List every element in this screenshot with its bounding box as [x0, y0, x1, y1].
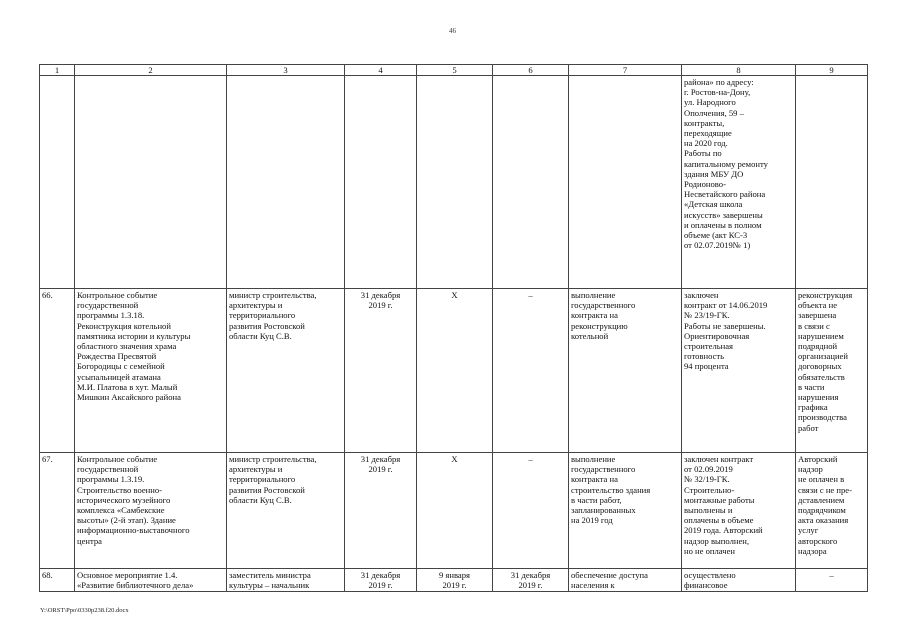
event-name-cell	[75, 76, 227, 289]
table-row	[40, 453, 868, 569]
table-header-cell: 7	[569, 65, 682, 76]
row-number-cell: 66.	[40, 289, 75, 453]
report-table	[39, 64, 868, 592]
reason-cell: Авторский надзор не оплачен в связи с не пре- дставлением подрядчиком акта оказания услуг авторского надзора	[796, 453, 868, 569]
table-header-cell: 9	[796, 65, 868, 76]
responsible-cell: министр строительства, архитектуры и территориального развития Ростовской области Куц С.В.	[227, 453, 345, 569]
actual-start-cell: Х	[417, 453, 493, 569]
responsible-cell: министр строительства, архитектуры и территориального развития Ростовской области Куц С.В.	[227, 289, 345, 453]
reason-cell: реконструкция объекта не завершена в связи с нарушением подрядной организацией договорных обязательств в части нарушения графика производства работ	[796, 289, 868, 453]
page-number: 46	[449, 27, 456, 35]
table-header-cell: 5	[417, 65, 493, 76]
reason-cell	[796, 76, 868, 289]
planned-date-cell: 31 декабря 2019 г.	[345, 453, 417, 569]
event-name-cell: Контрольное событие государственной программы 1.3.18. Реконструкция котельной памятника истории и культуры областного значения храма Рождества Пресвятой Богородицы с семейной усыпальницей атамана М.И. Платова в хут. Малый Мишкин Аксайского района	[75, 289, 227, 453]
planned-result-cell: обеспечение доступа населения к	[569, 569, 682, 592]
table-row	[40, 76, 868, 289]
planned-date-cell: 31 декабря 2019 г.	[345, 569, 417, 592]
table-header-cell: 6	[493, 65, 569, 76]
planned-result-cell: выполнение государственного контракта на реконструкцию котельной	[569, 289, 682, 453]
table-header-cell: 3	[227, 65, 345, 76]
actual-end-cell: –	[493, 453, 569, 569]
event-name-cell: Основное мероприятие 1.4. «Развитие библиотечного дела»	[75, 569, 227, 592]
table-header-row	[40, 65, 868, 76]
actual-result-cell: района» по адресу: г. Ростов-на-Дону, ул. Народного Ополчения, 59 – контракты, переходящие на 2020 год. Работы по капитальному ремонту здания МБУ ДО Родионово- Несветайского района «Детская школа искусств» завершены и оплачены в полном объеме (акт КС-3 от 02.07.2019№ 1)	[682, 76, 796, 289]
table-header-cell: 1	[40, 65, 75, 76]
row-number-cell: 67.	[40, 453, 75, 569]
table-row	[40, 289, 868, 453]
actual-result-cell: осуществлено финансовое	[682, 569, 796, 592]
row-number-cell: 68.	[40, 569, 75, 592]
row-number-cell	[40, 76, 75, 289]
event-name-cell: Контрольное событие государственной программы 1.3.19. Строительство военно- исторического музейного комплекса «Самбекские высоты» (2-й этап). Здание информационно-выставочного центра	[75, 453, 227, 569]
actual-result-cell: заключен контракт от 14.06.2019 № 23/19-ГК. Работы не завершены. Ориентировочная строительная готовность 94 процента	[682, 289, 796, 453]
planned-date-cell	[345, 76, 417, 289]
actual-end-cell: 31 декабря 2019 г.	[493, 569, 569, 592]
actual-result-cell: заключен контракт от 02.09.2019 № 32/19-ГК. Строительно- монтажные работы выполнены и оплачены в объеме 2019 года. Авторский надзор выполнен, но не оплачен	[682, 453, 796, 569]
planned-date-cell: 31 декабря 2019 г.	[345, 289, 417, 453]
actual-start-cell: 9 января 2019 г.	[417, 569, 493, 592]
actual-end-cell	[493, 76, 569, 289]
actual-start-cell	[417, 76, 493, 289]
planned-result-cell: выполнение государственного контракта на строительство здания в части работ, запланированных на 2019 год	[569, 453, 682, 569]
footer-file-path: Y:\ORST\Ppo\0330p238.f20.docx	[40, 607, 129, 614]
actual-end-cell: –	[493, 289, 569, 453]
table-header-cell: 8	[682, 65, 796, 76]
actual-start-cell: Х	[417, 289, 493, 453]
table-row	[40, 569, 868, 592]
responsible-cell: заместитель министра культуры – начальник	[227, 569, 345, 592]
table-header-cell: 4	[345, 65, 417, 76]
planned-result-cell	[569, 76, 682, 289]
responsible-cell	[227, 76, 345, 289]
reason-cell: –	[796, 569, 868, 592]
table-header-cell: 2	[75, 65, 227, 76]
